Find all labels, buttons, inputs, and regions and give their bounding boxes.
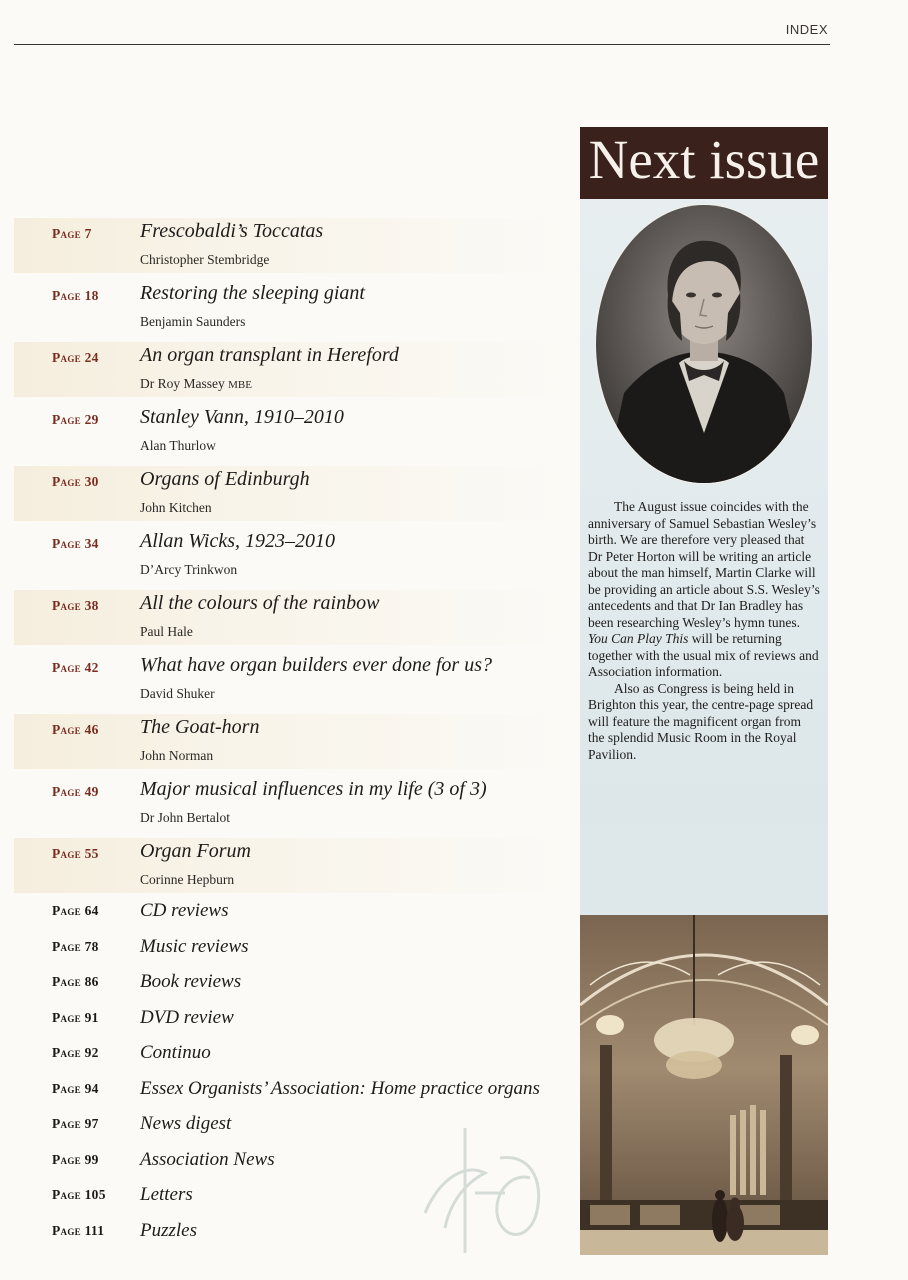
- toc-entry[interactable]: [14, 936, 574, 972]
- article-author: [140, 562, 237, 578]
- author-name: Benjamin Saunders: [140, 314, 246, 329]
- column-title: You Can Play This: [588, 631, 689, 646]
- article-title: What have organ builders ever done for us?: [140, 654, 492, 676]
- author-name: Dr Roy Massey: [140, 376, 225, 391]
- author-name: Christopher Stembridge: [140, 252, 270, 267]
- section-title: Association News: [140, 1148, 275, 1170]
- toc-entry[interactable]: [14, 466, 574, 521]
- page-number: Page 18: [52, 288, 99, 303]
- toc-entry[interactable]: [14, 714, 574, 769]
- toc-entry[interactable]: [14, 1078, 574, 1114]
- article-title: Organs of Edinburgh: [140, 468, 310, 490]
- page-number: Page 86: [52, 974, 99, 989]
- author-name: John Kitchen: [140, 500, 212, 515]
- section-title: CD reviews: [140, 900, 229, 921]
- article-title: Restoring the sleeping giant: [140, 282, 365, 304]
- author-name: John Norman: [140, 748, 214, 763]
- article-author: [140, 624, 193, 640]
- monogram-watermark: [405, 1118, 555, 1258]
- article-author: [140, 252, 269, 268]
- page-number: Page 91: [52, 1009, 99, 1025]
- article-author: [140, 376, 252, 392]
- page-number: Page 105: [52, 1187, 106, 1202]
- paragraph-text: will be returning together with the usual mix of reviews and Association information.: [588, 631, 819, 679]
- next-issue-paragraph: [588, 499, 820, 681]
- toc-entry[interactable]: [14, 776, 574, 831]
- toc-entry[interactable]: [14, 652, 574, 707]
- page-number: Page 42: [52, 660, 99, 675]
- author-name: Dr John Bertalot: [140, 810, 230, 825]
- section-title: Puzzles: [140, 1219, 197, 1241]
- page-number: Page 55: [52, 846, 99, 861]
- toc-entry[interactable]: [14, 404, 574, 459]
- page-number: Page 99: [52, 1151, 99, 1167]
- next-issue-sidebar: [580, 127, 828, 1255]
- page-number: Page 38: [52, 598, 99, 613]
- table-of-contents: [14, 218, 574, 1255]
- article-author: [140, 686, 215, 702]
- toc-entry[interactable]: [14, 342, 574, 397]
- article-title: Major musical influences in my life (3 of 3): [140, 778, 487, 800]
- article-author: [140, 872, 234, 888]
- author-name: Paul Hale: [140, 624, 193, 639]
- article-author: [140, 314, 245, 330]
- page-number: Page 7: [52, 226, 92, 241]
- toc-entry[interactable]: [14, 971, 574, 1007]
- author-name: David Shuker: [140, 686, 215, 701]
- next-issue-banner: [580, 127, 828, 199]
- article-title: Organ Forum: [140, 840, 251, 862]
- music-room-image: [580, 915, 828, 1255]
- next-issue-paragraph: Also as Congress is being held in Brighton this year, the centre-page spread will feature the magnificent organ from the splendid Music Room in the Royal Pavilion.: [588, 680, 814, 762]
- section-title: Book reviews: [140, 971, 242, 992]
- toc-entry[interactable]: [14, 590, 574, 645]
- section-title: DVD review: [140, 1006, 234, 1028]
- header-rule: [14, 44, 830, 45]
- article-title: Frescobaldi’s Toccatas: [140, 220, 324, 242]
- article-title: All the colours of the rainbow: [140, 592, 380, 614]
- section-title: News digest: [140, 1113, 232, 1134]
- article-author: [140, 438, 216, 454]
- page-number: Page 24: [52, 350, 99, 365]
- toc-entry[interactable]: [14, 900, 574, 936]
- article-title: The Goat-horn: [140, 716, 260, 738]
- section-label: INDEX: [785, 22, 828, 37]
- page-number: Page 92: [52, 1045, 99, 1060]
- next-issue-title: Next issue: [588, 129, 820, 190]
- page-number: Page 97: [52, 1116, 99, 1131]
- article-author: [140, 810, 230, 826]
- page-number: Page 30: [52, 474, 99, 489]
- section-title: Essex Organists’ Association: Home practice organs: [140, 1077, 540, 1099]
- wesley-portrait-image: [594, 203, 814, 485]
- toc-entry[interactable]: [14, 280, 574, 335]
- author-name: D’Arcy Trinkwon: [140, 562, 238, 577]
- article-title: Stanley Vann, 1910–2010: [140, 406, 344, 428]
- author-name: Corinne Hepburn: [140, 872, 235, 887]
- article-title: Allan Wicks, 1923–2010: [140, 530, 335, 552]
- page-number: Page 111: [52, 1222, 105, 1238]
- page-number: Page 46: [52, 722, 99, 737]
- section-title: Letters: [140, 1184, 193, 1205]
- next-issue-copy: [588, 499, 820, 763]
- page-number: Page 34: [52, 536, 99, 551]
- page-number: Page 29: [52, 412, 99, 427]
- page-number: Page 49: [52, 784, 99, 799]
- page-number: Page 94: [52, 1080, 99, 1096]
- author-name: Alan Thurlow: [140, 438, 216, 453]
- toc-entry[interactable]: [14, 1007, 574, 1043]
- article-title: An organ transplant in Hereford: [140, 344, 399, 366]
- toc-entry[interactable]: [14, 218, 574, 273]
- page-number: Page 64: [52, 903, 99, 918]
- toc-entry[interactable]: [14, 1042, 574, 1078]
- page-number: Page 78: [52, 938, 99, 954]
- article-author: [140, 748, 213, 764]
- toc-entry[interactable]: [14, 528, 574, 583]
- toc-entry[interactable]: [14, 838, 574, 893]
- author-honour: MBE: [228, 379, 252, 391]
- article-author: [140, 500, 212, 516]
- section-title: Music reviews: [140, 935, 249, 957]
- paragraph-text: The August issue coincides with the anniversary of Samuel Sebastian Wesley’s birth. We are therefore very pleased that Dr Peter Horton will be writing an article about the man himself, Martin Clarke will be providing an article about S.S. Wesley’s antecedents and that Dr Ian Bradley has been researching Wesley’s hymn tunes.: [588, 499, 820, 630]
- section-title: Continuo: [140, 1042, 211, 1063]
